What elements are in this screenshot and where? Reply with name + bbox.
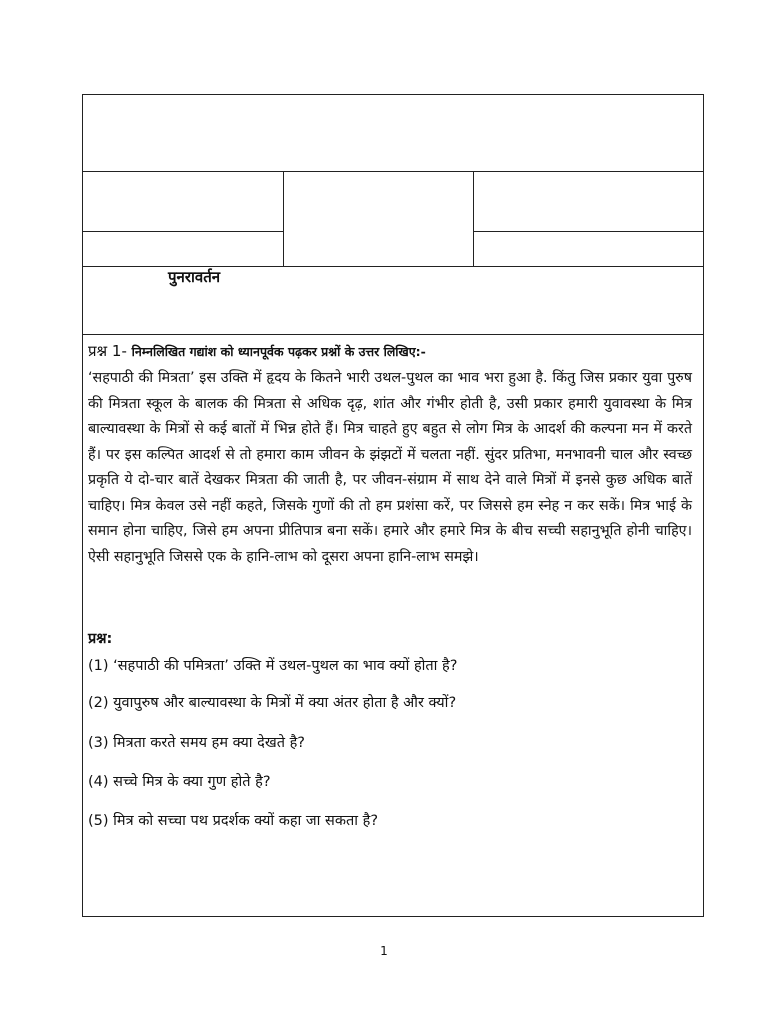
question-item: (4) सच्चे मित्र के क्या गुण होते है? bbox=[88, 774, 271, 790]
question-item: (2) युवापुरुष और बाल्यावस्था के मित्रों में क्या अंतर होता है और क्यों? bbox=[88, 695, 457, 711]
page-number: 1 bbox=[380, 944, 388, 958]
header-divider bbox=[82, 171, 704, 172]
info-grid-column-divider-left bbox=[283, 171, 284, 266]
question-number: प्रश्न 1- bbox=[88, 342, 127, 360]
info-row-left-divider bbox=[82, 231, 283, 232]
info-grid-column-divider-right bbox=[473, 171, 474, 266]
question-heading bbox=[88, 341, 426, 362]
question-item: (1) ‘सहपाठी की पमित्रता’ उक्ति में उथल-पुथल का भाव क्यों होता है? bbox=[88, 658, 458, 674]
questions-label: प्रश्न: bbox=[88, 631, 113, 647]
section-title: पुनरावर्तन bbox=[168, 268, 221, 286]
info-row-right-divider bbox=[473, 231, 704, 232]
question-item: (3) मित्रता करते समय हम क्या देखते है? bbox=[88, 735, 305, 751]
question-instruction: निम्नलिखित गद्यांश को ध्यानपूर्वक पढ़कर प्रश्नों के उत्तर लिखिए:- bbox=[131, 344, 426, 359]
passage-text: ‘सहपाठी की मित्रता’ इस उक्ति में हृदय के कितने भारी उथल-पुथल का भाव भरा हुआ है. किंतु जिस प्रकार युवा पुरुष की मित्रता स्कूल के बालक की मित्रता से अधिक दृढ़, शांत और गंभीर होती है, उसी प्रकार हमारी युवावस्था के मित्र बाल्यावस्था के मित्रों से कई बातों में भिन्न होते हैं। मित्र चाहते हुए बहुत से लोग मित्र के आदर्श की कल्पना मन में करते हैं। पर इस कल्पित आदर्श से तो हमारा काम जीवन के झंझटों में चलता नहीं. सुंदर प्रतिभा, मनभावनी चाल और स्वच्छ प्रकृति ये दो-चार बातें देखकर मित्रता की जाती है, पर जीवन-संग्राम में साथ देने वाले मित्रों में इनसे कुछ अधिक बातें चाहिए। मित्र केवल उसे नहीं कहते, जिसके गुणों की तो हम प्रशंसा करें, पर जिससे हम स्नेह न कर सकें। मित्र भाई के समान होना चाहिए, जिसे हम अपना प्रीतिपात्र बना सकें। हमारे और हमारे मित्र के बीच सच्ची सहानुभूति होनी चाहिए। ऐसी सहानुभूति जिससे एक के हानि-लाभ को दूसरा अपना हानि-लाभ समझे। bbox=[88, 370, 692, 565]
question-item: (5) मित्र को सच्चा पथ प्रदर्शक क्यों कहा जा सकता है? bbox=[88, 813, 379, 829]
title-row-divider bbox=[82, 334, 704, 335]
